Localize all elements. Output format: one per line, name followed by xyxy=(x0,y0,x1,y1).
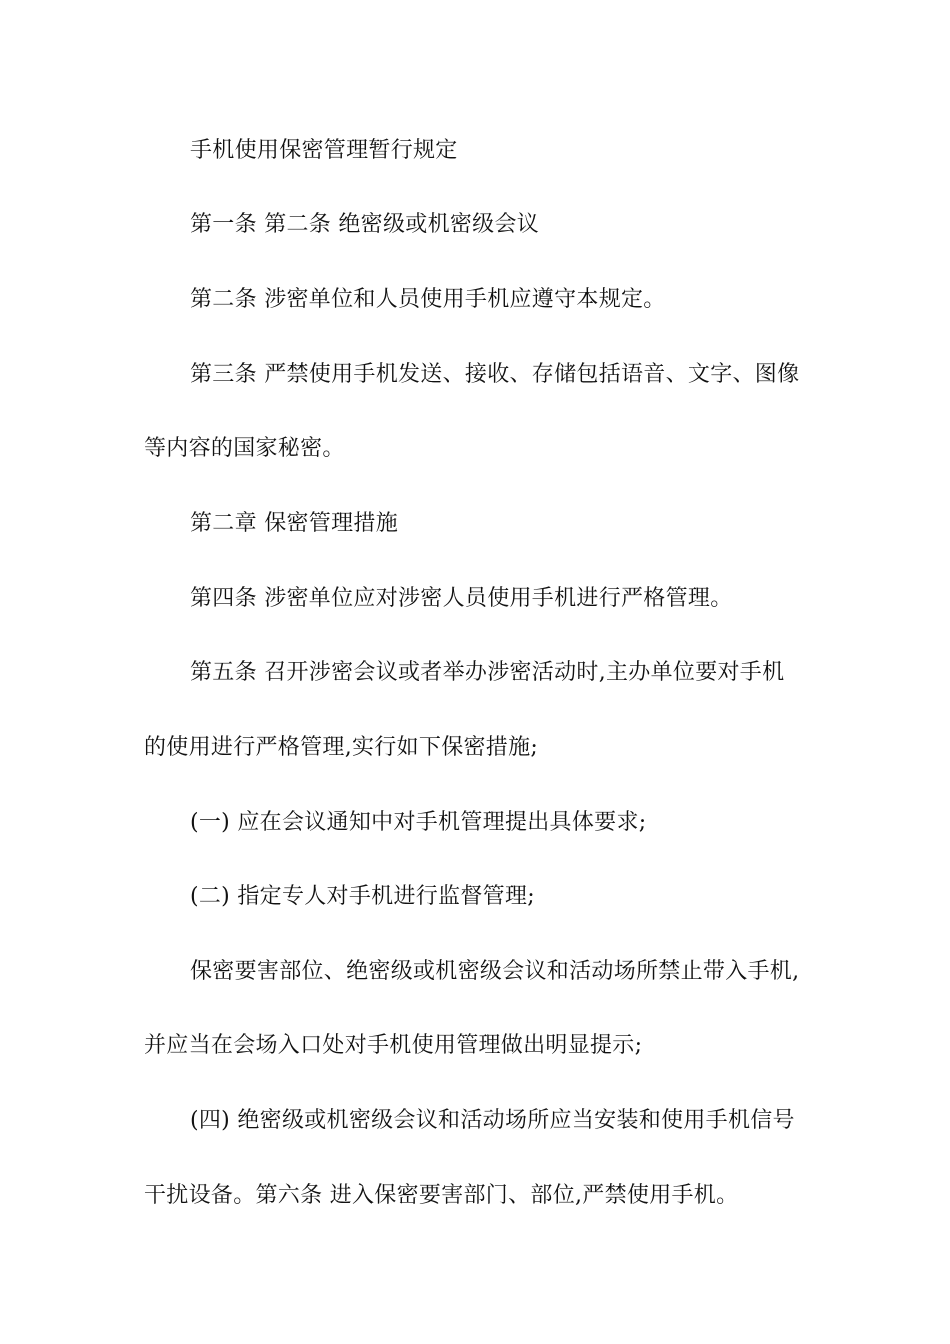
paragraph-line: 第五条 召开涉密会议或者举办涉密活动时,主办单位要对手机 xyxy=(190,660,785,685)
paragraph-line: 并应当在会场入口处对手机使用管理做出明显提示; xyxy=(144,1033,643,1058)
paragraph-line: 干扰设备。第六条 进入保密要害部门、部位,严禁使用手机。 xyxy=(144,1183,739,1208)
paragraph-line: 第四条 涉密单位应对涉密人员使用手机进行严格管理。 xyxy=(190,586,733,611)
paragraph-line: 第一条 第二条 绝密级或机密级会议 xyxy=(190,212,540,237)
paragraph-line: 的使用进行严格管理,实行如下保密措施; xyxy=(144,735,539,760)
paragraph-line: 第三条 严禁使用手机发送、接收、存储包括语音、文字、图像 xyxy=(190,362,800,387)
document-title: 手机使用保密管理暂行规定 xyxy=(190,138,458,163)
chapter-heading: 第二章 保密管理措施 xyxy=(190,511,398,536)
list-item: (四) 绝密级或机密级会议和活动场所应当安装和使用手机信号 xyxy=(190,1108,795,1133)
paragraph-line: 第二条 涉密单位和人员使用手机应遵守本规定。 xyxy=(190,287,666,312)
paragraph-line: 等内容的国家秘密。 xyxy=(144,436,345,461)
list-item: (一) 应在会议通知中对手机管理提出具体要求; xyxy=(190,810,647,835)
paragraph-line: 保密要害部位、绝密级或机密级会议和活动场所禁止带入手机, xyxy=(190,959,800,984)
list-item: (二) 指定专人对手机进行监督管理; xyxy=(190,884,535,909)
